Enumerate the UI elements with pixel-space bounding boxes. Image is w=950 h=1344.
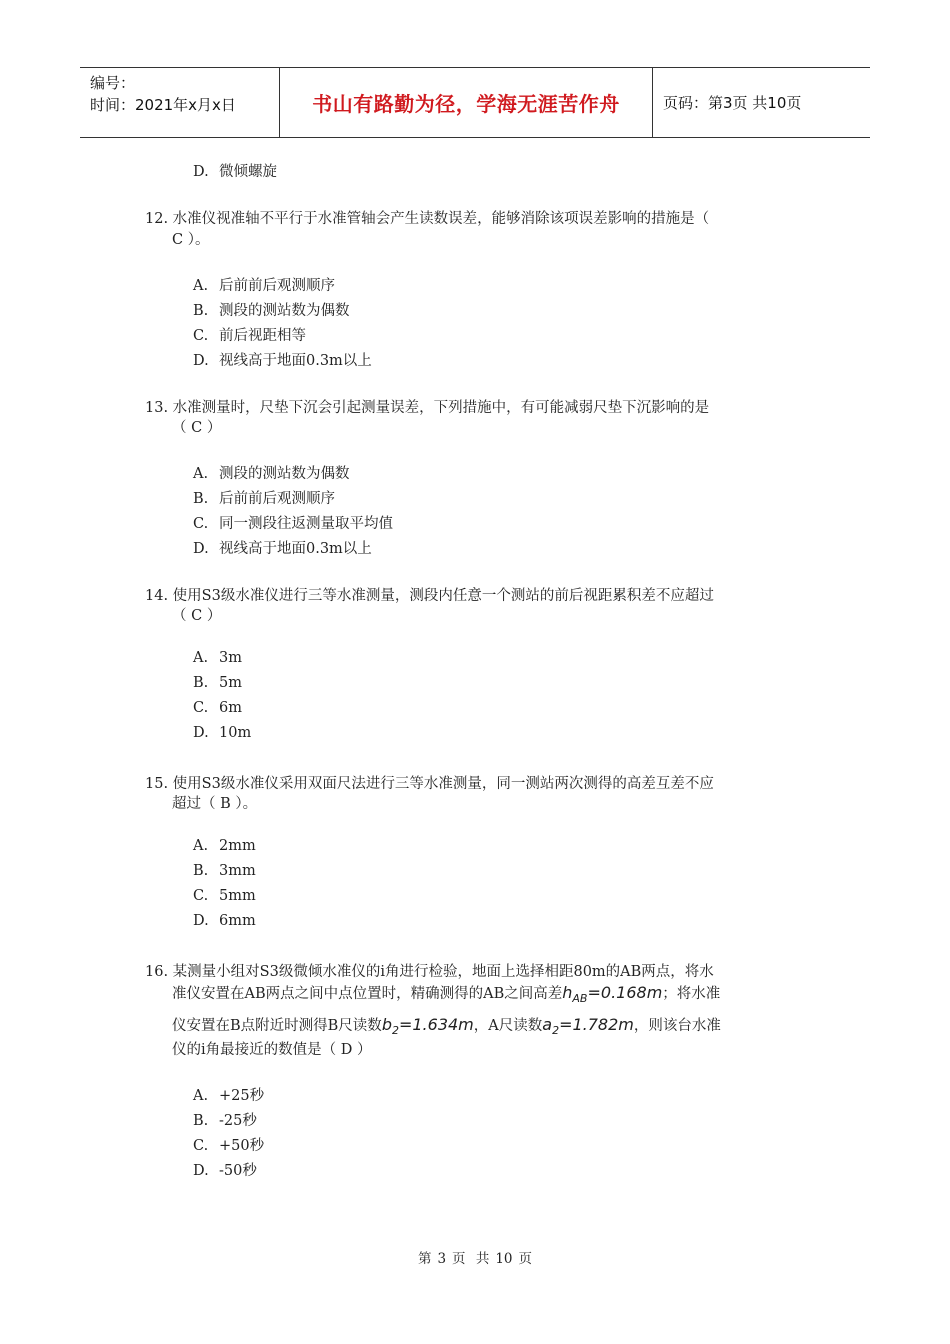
q14-stem-line2: （ C ） xyxy=(172,608,222,624)
q16-option-b: B. -25秒 xyxy=(193,1113,257,1129)
q14-option-d: D. 10m xyxy=(193,725,252,741)
document-number-label: 编号： xyxy=(90,74,136,92)
q13-stem-line1: 13. 水准测量时，尺垫下沉会引起测量误差，下列措施中，有可能减弱尺垫下沉影响的是 xyxy=(145,400,710,416)
q13-option-c: C. 同一测段往返测量取平均值 xyxy=(193,516,393,532)
footer-total-pages: 10 xyxy=(495,1251,513,1267)
formula-h-ab: $h_{AB}=0.168m$ xyxy=(562,983,663,1006)
q15-option-d: D. 6mm xyxy=(193,913,256,929)
q14-option-c: C. 6m xyxy=(193,700,242,716)
page-footer: 第 3 页 共 10 页 xyxy=(417,1251,533,1267)
q16-option-d: D. -50秒 xyxy=(193,1163,257,1179)
formula-a2: $a_2=1.782m$ xyxy=(542,1015,634,1038)
q15-option-a: A. 2mm xyxy=(193,838,256,854)
formula-b2: $b_2=1.634m$ xyxy=(381,1015,474,1038)
q16-stem-line1: 16. 某测量小组对S3级微倾水准仪的i角进行检验，地面上选择相距80m的AB两点，将水 xyxy=(145,964,714,980)
q12-stem-line1: 12. 水准仪视准轴不平行于水准管轴会产生读数误差，能够消除该项误差影响的措施是（ xyxy=(145,211,710,227)
q15-option-b: B. 3mm xyxy=(193,863,256,879)
q14-option-b: B. 5m xyxy=(193,675,242,691)
q12-option-b: B. 测段的测站数为偶数 xyxy=(193,303,350,319)
q12-option-c: C. 前后视距相等 xyxy=(193,328,306,344)
q12-option-a: A. 后前前后观测顺序 xyxy=(193,278,335,294)
q16-stem-line3: 仪安置在B点附近时测得B尺读数$b_2=1.634m$，A尺读数$a_2=1.782m$，则该台水准 xyxy=(172,1015,721,1038)
page-header xyxy=(80,67,870,138)
q16-stem-line2: 准仪安置在AB两点之间中点位置时，精确测得的AB之间高差$h_{AB}=0.168m$；将水准 xyxy=(172,983,721,1006)
q16-option-a: A. +25秒 xyxy=(193,1088,265,1104)
q11-option-d: D. 微倾螺旋 xyxy=(193,164,277,180)
q14-option-a: A. 3m xyxy=(193,650,242,666)
q15-stem-line1: 15. 使用S3级水准仪采用双面尺法进行三等水准测量，同一测站两次测得的高差互差不应 xyxy=(145,776,714,792)
q15-stem-line2: 超过（ B ）。 xyxy=(172,796,258,812)
footer-page-number: 3 xyxy=(437,1251,447,1267)
q13-option-b: B. 后前前后观测顺序 xyxy=(193,491,335,507)
header-motto: 书山有路勤为径，学海无涯苦作舟 xyxy=(280,68,653,137)
header-page-info: 页码：第3页 共10页 xyxy=(663,94,802,112)
q16-stem-line4: 仪的i角最接近的数值是（ D ） xyxy=(172,1042,372,1058)
q12-option-d: D. 视线高于地面0.3m以上 xyxy=(193,353,372,369)
q16-option-c: C. +50秒 xyxy=(193,1138,265,1154)
q12-stem-line2: C ）。 xyxy=(172,232,210,248)
q13-option-d: D. 视线高于地面0.3m以上 xyxy=(193,541,372,557)
q13-option-a: A. 测段的测站数为偶数 xyxy=(193,466,350,482)
q14-stem-line1: 14. 使用S3级水准仪进行三等水准测量，测段内任意一个测站的前后视距累积差不应超过 xyxy=(145,588,714,604)
q13-stem-line2: （ C ） xyxy=(172,420,222,436)
q15-option-c: C. 5mm xyxy=(193,888,256,904)
document-date: 时间：2021年x月x日 xyxy=(90,96,236,114)
header-meta xyxy=(80,68,280,137)
